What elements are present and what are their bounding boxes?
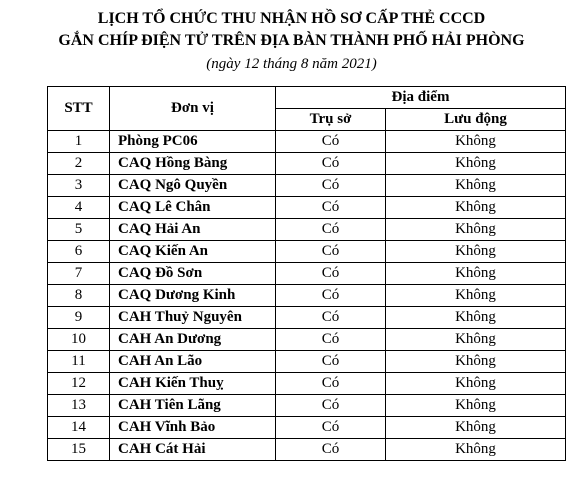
row-headquarters: Có [276, 153, 386, 175]
row-mobile: Không [386, 373, 566, 395]
row-headquarters: Có [276, 219, 386, 241]
table-row [48, 395, 566, 417]
row-headquarters: Có [276, 263, 386, 285]
row-unit: CAH Cát Hải [110, 439, 276, 461]
row-mobile: Không [386, 285, 566, 307]
table-row [48, 263, 566, 285]
row-stt: 12 [48, 373, 110, 395]
row-headquarters: Có [276, 373, 386, 395]
row-stt: 10 [48, 329, 110, 351]
row-headquarters: Có [276, 395, 386, 417]
row-unit: Phòng PC06 [110, 131, 276, 153]
header-location: Địa điểm [276, 87, 566, 109]
table-body [48, 131, 566, 461]
header-unit: Đơn vị [110, 87, 276, 131]
row-stt: 2 [48, 153, 110, 175]
table-header-row [48, 87, 566, 109]
table-row [48, 329, 566, 351]
table-row [48, 373, 566, 395]
row-headquarters: Có [276, 439, 386, 461]
table-row [48, 153, 566, 175]
row-unit: CAQ Hải An [110, 219, 276, 241]
row-mobile: Không [386, 439, 566, 461]
header-mobile: Lưu động [386, 109, 566, 131]
row-unit: CAQ Ngô Quyền [110, 175, 276, 197]
document-title-line-2: GẮN CHÍP ĐIỆN TỬ TRÊN ĐỊA BÀN THÀNH PHỐ HẢI PHÒNG [58, 32, 525, 49]
row-stt: 14 [48, 417, 110, 439]
row-unit: CAH An Dương [110, 329, 276, 351]
row-unit: CAH Thuỷ Nguyên [110, 307, 276, 329]
table-row [48, 439, 566, 461]
row-stt: 9 [48, 307, 110, 329]
row-unit: CAQ Hồng Bàng [110, 153, 276, 175]
row-unit: CAQ Dương Kinh [110, 285, 276, 307]
row-mobile: Không [386, 197, 566, 219]
row-mobile: Không [386, 219, 566, 241]
row-stt: 15 [48, 439, 110, 461]
table-row [48, 219, 566, 241]
table-row [48, 285, 566, 307]
table-row [48, 307, 566, 329]
schedule-table [47, 86, 566, 461]
row-stt: 3 [48, 175, 110, 197]
row-headquarters: Có [276, 285, 386, 307]
row-mobile: Không [386, 175, 566, 197]
row-unit: CAH An Lão [110, 351, 276, 373]
row-stt: 4 [48, 197, 110, 219]
row-headquarters: Có [276, 175, 386, 197]
row-stt: 1 [48, 131, 110, 153]
row-mobile: Không [386, 241, 566, 263]
row-headquarters: Có [276, 197, 386, 219]
row-stt: 8 [48, 285, 110, 307]
row-mobile: Không [386, 417, 566, 439]
row-headquarters: Có [276, 417, 386, 439]
row-unit: CAH Tiên Lãng [110, 395, 276, 417]
header-headquarters: Trụ sở [276, 109, 386, 131]
row-unit: CAQ Kiến An [110, 241, 276, 263]
row-unit: CAQ Đồ Sơn [110, 263, 276, 285]
document-title-line-1: LỊCH TỔ CHỨC THU NHẬN HỒ SƠ CẤP THẺ CCCD [97, 10, 486, 27]
row-headquarters: Có [276, 241, 386, 263]
row-mobile: Không [386, 153, 566, 175]
header-stt: STT [48, 87, 110, 131]
row-unit: CAQ Lê Chân [110, 197, 276, 219]
row-mobile: Không [386, 307, 566, 329]
document-date: (ngày 12 tháng 8 năm 2021) [206, 56, 377, 72]
row-stt: 7 [48, 263, 110, 285]
table-row [48, 351, 566, 373]
row-mobile: Không [386, 329, 566, 351]
row-headquarters: Có [276, 329, 386, 351]
row-mobile: Không [386, 395, 566, 417]
row-headquarters: Có [276, 351, 386, 373]
row-stt: 6 [48, 241, 110, 263]
row-stt: 11 [48, 351, 110, 373]
row-unit: CAH Vĩnh Bảo [110, 417, 276, 439]
table-row [48, 175, 566, 197]
table-row [48, 417, 566, 439]
table-row [48, 197, 566, 219]
row-mobile: Không [386, 263, 566, 285]
table-row [48, 241, 566, 263]
row-headquarters: Có [276, 131, 386, 153]
row-unit: CAH Kiến Thuỵ [110, 373, 276, 395]
row-mobile: Không [386, 351, 566, 373]
row-mobile: Không [386, 131, 566, 153]
table-row [48, 131, 566, 153]
row-headquarters: Có [276, 307, 386, 329]
row-stt: 13 [48, 395, 110, 417]
row-stt: 5 [48, 219, 110, 241]
